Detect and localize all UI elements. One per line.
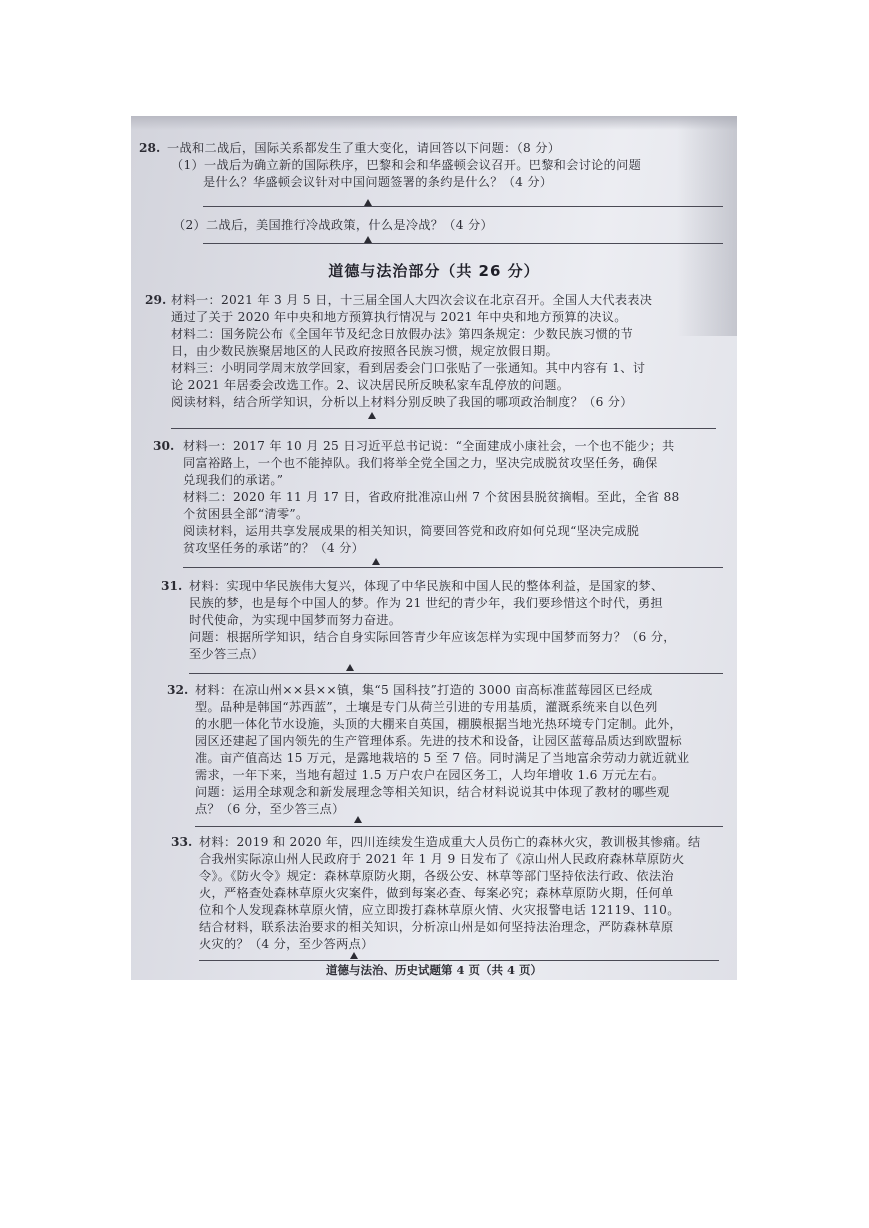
question-31-line: 问题：根据所学知识，结合自身实际回答青少年应该怎样为实现中国梦而努力？（6 分， <box>189 630 676 644</box>
question-33-line: 火，严格查处森林草原火灾案件，做到每案必查、每案必究；森林草原防火期，任何单 <box>199 886 674 900</box>
question-33-line: 火灾的？（4 分，至少答两点） <box>199 937 374 951</box>
question-30-line: 材料一：2017 年 10 月 25 日习近平总书记说：“全面建成小康社会，一个也不能少；共 <box>183 439 675 453</box>
answer-line <box>183 567 723 568</box>
question-29-line: 通过了关于 2020 年中央和地方预算执行情况与 2021 年中央和地方预算的决议。 <box>171 310 627 324</box>
question-29-number: 29. <box>145 293 167 307</box>
question-30-line: 兑现我们的承诺。” <box>183 473 284 487</box>
question-33-line: 令》。《防火令》规定：森林草原防火期，各级公安、林草等部门坚持依法行政、依法治 <box>199 869 674 883</box>
answer-marker-icon <box>364 236 372 243</box>
question-32-line: 材料：在凉山州××县××镇，集“5 国科技”打造的 3000 亩高标准蓝莓园区已经成 <box>195 683 653 697</box>
answer-line <box>171 428 716 429</box>
question-29-line: 论 2021 年居委会改选工作。2、议决居民所反映私家车乱停放的问题。 <box>171 378 570 392</box>
question-32-line: 园区还建起了国内领先的生产管理体系。先进的技术和设备，让园区蓝莓品质达到欧盟标 <box>195 734 683 748</box>
question-28-part2: （2）二战后，美国推行冷战政策，什么是冷战？（4 分） <box>173 218 493 232</box>
question-30-line: 同富裕路上，一个也不能掉队。我们将举全党全国之力，坚决完成脱贫攻坚任务，确保 <box>183 456 658 470</box>
question-31-text <box>189 578 676 663</box>
question-32-line: 的水肥一体化节水设施，头顶的大棚来自英国，棚膜根据当地光热环境专门定制。此外， <box>195 717 683 731</box>
question-28-number: 28. <box>139 141 161 155</box>
photo-shadow-top <box>131 116 737 130</box>
question-31-line: 至少答三点） <box>189 647 264 661</box>
question-31-line: 材料：实现中华民族伟大复兴，体现了中华民族和中国人民的整体利益，是国家的梦、 <box>189 579 664 593</box>
answer-line <box>189 673 723 674</box>
photo-shadow-right <box>677 116 737 336</box>
question-29-line: 材料二：国务院公布《全国年节及纪念日放假办法》第四条规定：少数民族习惯的节 <box>171 327 634 341</box>
question-33-text <box>199 834 701 953</box>
question-30-line: 个贫困县全部“清零”。 <box>183 507 309 521</box>
exam-page-photo <box>131 116 737 980</box>
question-33-line: 结合材料，联系法治要求的相关知识，分析凉山州是如何坚持法治理念，严防森林草原 <box>199 920 674 934</box>
question-31-line: 时代使命，为实现中国梦而努力奋进。 <box>189 613 402 627</box>
question-33-line: 位和个人发现森林草原火情，应立即拨打森林草原火情、火灾报警电话 12119、110。 <box>199 903 680 917</box>
question-30-line: 贫攻坚任务的承诺”的？（4 分） <box>183 541 365 555</box>
question-28-line: （1）一战后为确立新的国际秩序，巴黎和会和华盛顿会议召开。巴黎和会讨论的问题 <box>171 158 642 172</box>
question-32-line: 点？（6 分，至少答三点） <box>195 802 345 816</box>
question-33-line: 合我州实际凉山州人民政府于 2021 年 1 月 9 日发布了《凉山州人民政府森林草原防火 <box>199 852 685 866</box>
question-29-line: 阅读材料，结合所学知识，分析以上材料分别反映了我国的哪项政治制度？（6 分） <box>171 395 633 409</box>
question-31-number: 31. <box>161 579 183 593</box>
answer-marker-icon <box>368 412 376 419</box>
question-29-line: 日，由少数民族聚居地区的人民政府按照各民族习惯，规定放假日期。 <box>171 344 559 358</box>
question-32-line: 型。品种是韩国“苏西蓝”，土壤是专门从荷兰引进的专用基质，灌溉系统来自以色列 <box>195 700 658 714</box>
answer-line <box>203 243 723 244</box>
question-31-line: 民族的梦，也是每个中国人的梦。作为 21 世纪的青少年，我们要珍惜这个时代，勇担 <box>189 596 664 610</box>
question-29-text <box>171 292 652 411</box>
question-30-text <box>183 438 680 557</box>
answer-marker-icon <box>350 952 358 959</box>
question-32-line: 需求，一年下来，当地有超过 1.5 万户农户在园区务工，人均年增收 1.6 万元左右。 <box>195 768 665 782</box>
answer-marker-icon <box>364 199 372 206</box>
question-33-line: 材料：2019 和 2020 年，四川连续发生造成重大人员伤亡的森林火灾，教训极其惨痛。结 <box>199 835 701 849</box>
answer-line <box>195 826 723 827</box>
question-28-line: 一战和二战后，国际关系都发生了重大变化，请回答以下问题：（8 分） <box>167 141 561 155</box>
question-29-line: 材料三：小明同学周末放学回家，看到居委会门口张贴了一张通知。其中内容有 1、讨 <box>171 361 646 375</box>
answer-marker-icon <box>346 664 354 671</box>
question-28-line: 是什么？华盛顿会议针对中国问题签署的条约是什么？（4 分） <box>203 175 553 189</box>
question-30-line: 阅读材料，运用共享发展成果的相关知识，简要回答党和政府如何兑现“坚决完成脱 <box>183 524 640 538</box>
question-32-line: 问题：运用全球观念和新发展理念等相关知识，结合材料说说其中体现了教材的哪些观 <box>195 785 670 799</box>
question-28-text <box>167 140 641 191</box>
question-32-line: 准。亩产值高达 15 万元，是露地栽培的 5 至 7 倍。同时满足了当地富余劳动力就近就业 <box>195 751 690 765</box>
answer-line <box>199 960 719 961</box>
question-30-line: 材料二：2020 年 11 月 17 日，省政府批准凉山州 7 个贫困县脱贫摘帽。至此，全省 88 <box>183 490 680 504</box>
answer-marker-icon <box>354 816 362 823</box>
question-32-text <box>195 682 689 818</box>
question-32-number: 32. <box>167 683 189 697</box>
answer-marker-icon <box>372 558 380 565</box>
answer-line <box>203 206 723 207</box>
question-33-number: 33. <box>171 835 193 849</box>
section-title: 道德与法治部分（共 26 分） <box>328 262 540 280</box>
page-footer: 道德与法治、历史试题第 4 页（共 4 页） <box>325 963 543 977</box>
question-29-line: 材料一：2021 年 3 月 5 日，十三届全国人大四次会议在北京召开。全国人大代表表决 <box>171 293 653 307</box>
question-30-number: 30. <box>153 439 175 453</box>
